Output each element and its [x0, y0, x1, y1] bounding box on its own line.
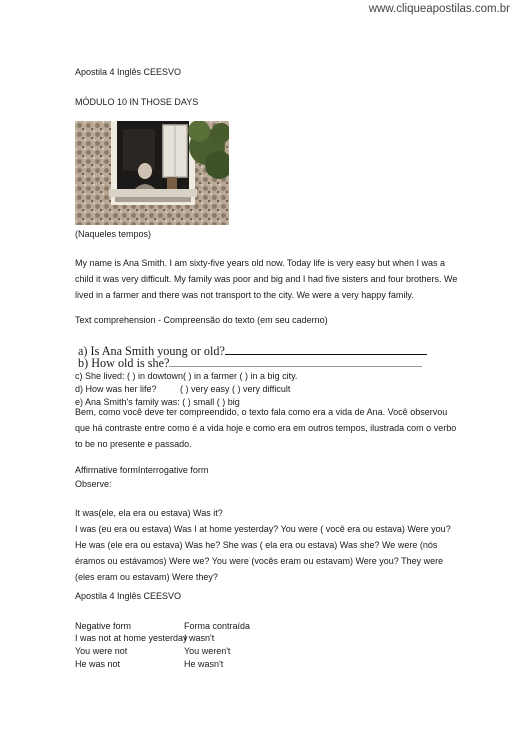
answer-line-a [225, 342, 427, 355]
question-a-text: a) Is Ana Smith young or old? [78, 344, 225, 358]
negative-cell: I was not at home yesterday [75, 633, 188, 643]
explanation-paragraph [75, 404, 457, 452]
doc-title: Apostila 4 Inglês CEESVO [75, 67, 182, 77]
story-line: child it was very difficult. My family was poor and big and I had five sisters and four brothers. We [75, 274, 458, 284]
explanation-line: to be no presente e passado. [75, 439, 192, 449]
example-line: I was (eu era ou estava) Was I at home yesterday? You were ( você era ou estava) Were you? [75, 524, 451, 534]
example-line: It was(ele, ela era ou estava) Was it? [75, 508, 223, 518]
contracted-cell: You weren't [184, 646, 231, 656]
question-c: c) She lived: ( ) in dowtown( ) in a farmer ( ) in a big city. [75, 371, 298, 381]
contracted-cell: I wasn't [184, 633, 215, 643]
contracted-header: Forma contraída [184, 621, 251, 631]
forms-heading: Affirmative formInterrogative form [75, 465, 209, 475]
negative-cell: He was not [75, 659, 121, 669]
answer-line-b [169, 356, 422, 367]
story-line: My name is Ana Smith. I am sixty-five years old now. Today life is very easy but when I was a [75, 258, 445, 268]
examples-block [75, 505, 450, 585]
question-b [78, 356, 422, 371]
story-line: lived in a farmer and there was not transport to the city. We were a very happy family. [75, 290, 414, 300]
doc-title-repeat: Apostila 4 Inglês CEESVO [75, 591, 182, 601]
negative-header: Negative form [75, 621, 132, 631]
story-paragraph [75, 255, 458, 303]
contracted-cell: He wasn't [184, 659, 224, 669]
question-d-label: d) How was her life? [75, 384, 157, 394]
negative-cell: You were not [75, 646, 128, 656]
example-line: (eles eram ou estavam) Were they? [75, 572, 218, 582]
module-heading: MÓDULO 10 IN THOSE DAYS [75, 97, 199, 107]
observe-label: Observe: [75, 479, 112, 489]
example-line: éramos ou estávamos) Were we? You were (vocês eram ou estavam) Were you? They were [75, 556, 444, 566]
site-url: www.cliqueapostilas.com.br [368, 3, 510, 15]
question-d-options: ( ) very easy ( ) very difficult [180, 384, 291, 394]
photo-caption: (Naqueles tempos) [75, 229, 152, 239]
explanation-line: Bem, como você deve ter compreendido, o texto fala como era a vida de Ana. Você observou [75, 407, 448, 417]
question-b-text: b) How old is she? [78, 356, 170, 370]
question-e: e) Ana Smith's family was: ( ) small ( ) big [75, 397, 240, 407]
example-line: He was (ele era ou estava) Was he? She was ( ela era ou estava) Was she? We were (nós [75, 540, 438, 550]
comprehension-title: Text comprehension - Compreensão do texto (em seu caderno) [75, 315, 328, 325]
window-photo [75, 121, 229, 225]
explanation-line: que há contraste entre como é a vida hoje e como era em outros tempos, ilustrada com o verbo [75, 423, 457, 433]
